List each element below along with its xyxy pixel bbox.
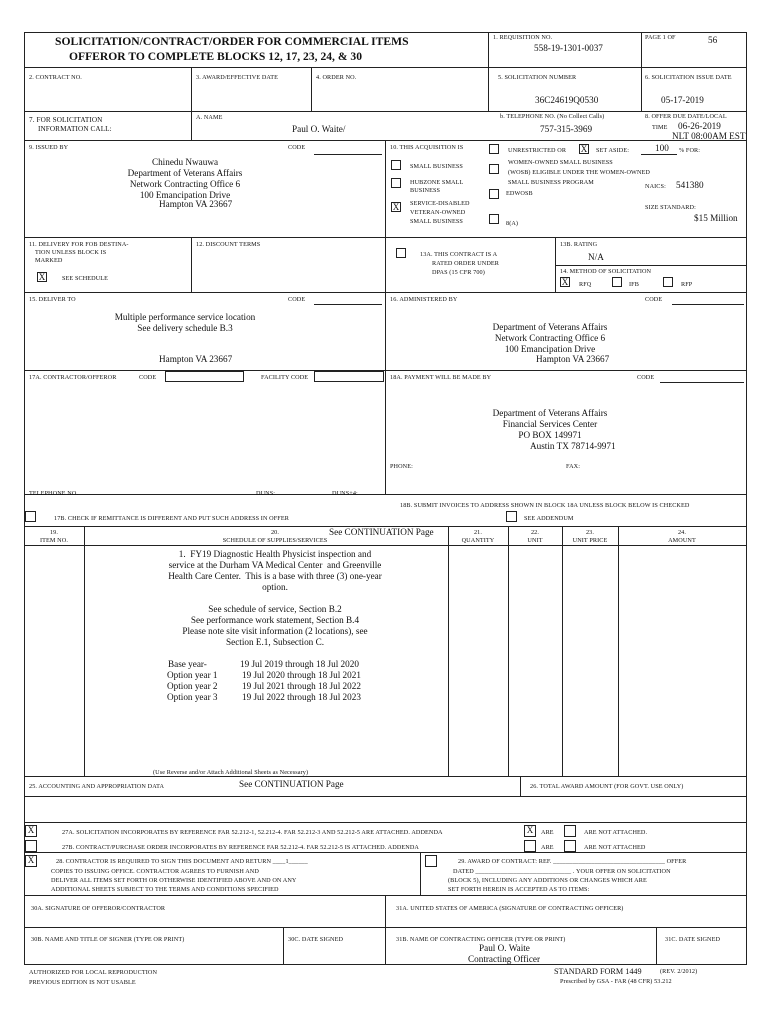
period-name: Option year 2 xyxy=(167,681,218,691)
signature-officer-label: 31A. UNITED STATES OF AMERICA (SIGNATURE OF CONTRACTING OFFICER) xyxy=(396,905,624,912)
sdvosb-label: SERVICE-DISABLED xyxy=(410,200,470,207)
naics-value[interactable]: 541380 xyxy=(676,180,704,190)
continuation-link[interactable]: See CONTINUATION Page xyxy=(329,527,434,537)
delivery-fob-label-2: TION UNLESS BLOCK IS xyxy=(35,249,107,256)
clause-29-text-3: (BLOCK 5), INCLUDING ANY ADDITIONS OR CHANGES WHICH ARE xyxy=(448,877,647,884)
size-standard-value[interactable]: $15 Million xyxy=(694,213,738,223)
quantity-header xyxy=(448,529,508,544)
deliver-city: Hampton VA 23667 xyxy=(159,354,233,364)
see-schedule-label: SEE SCHEDULE xyxy=(62,275,109,282)
clause-28-checkbox[interactable]: X xyxy=(25,855,37,867)
payment-city: Austin TX 78714-9971 xyxy=(530,441,616,451)
wosb-label-3: SMALL BUSINESS PROGRAM xyxy=(508,179,594,186)
signer-date-label: 30C. DATE SIGNED xyxy=(288,936,344,943)
unit-price-header-text: UNIT PRICE xyxy=(572,536,608,544)
see-schedule-checkbox[interactable]: X xyxy=(38,272,46,282)
requisition-value[interactable]: 558-19-1301-0037 xyxy=(534,43,603,53)
form-subtitle: OFFEROR TO COMPLETE BLOCKS 12, 17, 23, 24, & 30 xyxy=(69,50,362,63)
discount-terms-label: 12. DISCOUNT TERMS xyxy=(196,241,261,248)
order-no-label: 4. ORDER NO. xyxy=(316,74,357,81)
deliver-to-label: 15. DELIVER TO xyxy=(29,296,76,303)
addenda-are-checkbox[interactable]: X xyxy=(524,825,536,837)
amount-header-text: AMOUNT xyxy=(668,536,696,544)
clause-28-text-2: COPIES TO ISSUING OFFICE. CONTRACTOR AGREES TO FURNISH AND xyxy=(51,868,259,875)
deliver-to-address xyxy=(60,312,310,334)
small-business-checkbox[interactable] xyxy=(391,160,401,170)
acquisition-label: 10. THIS ACQUISITION IS xyxy=(390,144,464,151)
period-range: 19 Jul 2020 through 18 Jul 2021 xyxy=(242,670,361,680)
duns-label: DUNS: xyxy=(256,490,276,497)
addenda-b-not-attached-checkbox[interactable] xyxy=(564,840,576,852)
rating-label: 13B. RATING xyxy=(560,241,598,248)
percent-for-label: % FOR: xyxy=(679,147,701,154)
eight-a-checkbox[interactable] xyxy=(489,214,499,224)
deliver-code-label: CODE xyxy=(288,296,306,303)
issuer-line: Network Contracting Office 6 xyxy=(129,179,241,189)
clause-27b-checkbox[interactable] xyxy=(25,840,37,852)
info-call-label: 7. FOR SOLICITATION xyxy=(29,116,103,124)
item-description-1: 1. FY19 Diagnostic Health Physicist inspection and service at the Durham VA Medical Center and Greenville Health Care Center. This is a base with three (3) one-year option. xyxy=(168,549,382,592)
deliver-code-field[interactable] xyxy=(314,304,382,305)
admin-line: Network Contracting Office 6 xyxy=(494,333,606,343)
officer-title: Contracting Officer xyxy=(468,954,541,964)
page-total: 56 xyxy=(708,35,718,45)
facility-code-field[interactable] xyxy=(314,371,384,382)
delivery-fob-label: 11. DELIVERY FOR FOB DESTINA- xyxy=(29,241,129,248)
admin-line: Department of Veterans Affairs xyxy=(492,322,608,332)
clause-27a-text: 27A. SOLICITATION INCORPORATES BY REFERENCE FAR 52.212-1, 52.212-4. FAR 52.212-3 AND 52.212-5 ARE ATTACHED. ADDENDA xyxy=(62,829,443,836)
offer-due-time[interactable]: NLT 08:00AM EST xyxy=(672,131,746,141)
reverse-note: (Use Reverse and/or Attach Additional Sheets as Necessary) xyxy=(153,769,309,776)
period-range: 19 Jul 2021 through 18 Jul 2022 xyxy=(242,681,361,691)
offer-due-time-label: TIME xyxy=(652,124,668,131)
telephone-no-label: TELEPHONE NO. xyxy=(29,490,79,497)
unit-header-num: 22. xyxy=(530,529,540,536)
signature-offeror-label: 30A. SIGNATURE OF OFFEROR/CONTRACTOR xyxy=(31,905,166,912)
sdvosb-label-3: SMALL BUSINESS xyxy=(410,218,463,225)
info-call-label-2: INFORMATION CALL: xyxy=(38,125,112,133)
total-award-label: 26. TOTAL AWARD AMOUNT (FOR GOVT. USE ONLY) xyxy=(530,783,684,790)
officer-name: Paul O. Waite xyxy=(479,943,530,953)
form-title: SOLICITATION/CONTRACT/ORDER FOR COMMERCIAL ITEMS xyxy=(55,35,409,48)
rated-order-label-3: DPAS (15 CFR 700) xyxy=(432,269,485,276)
clause-29-text-4: SET FORTH HEREIN IS ACCEPTED AS TO ITEMS: xyxy=(448,886,590,893)
ifb-label: IFB xyxy=(629,281,639,288)
quantity-header-text: QUANTITY xyxy=(461,536,495,544)
remittance-label: 17B. CHECK IF REMITTANCE IS DIFFERENT AND PUT SUCH ADDRESS IN OFFER xyxy=(54,515,289,522)
unit-header xyxy=(508,529,562,544)
schedule-header xyxy=(200,529,350,544)
clause-27b-text: 27B. CONTRACT/PURCHASE ORDER INCORPORATES BY REFERENCE FAR 52.212-4. FAR 52.212-5 IS ATTACHED. ADDENDA xyxy=(62,844,419,851)
contractor-code-field[interactable] xyxy=(165,371,244,382)
issuer-line: Department of Veterans Affairs xyxy=(127,168,243,178)
sdvosb-checkbox[interactable]: X xyxy=(392,202,400,212)
period-name: Base year- xyxy=(168,659,207,669)
small-business-label: SMALL BUSINESS xyxy=(410,163,463,170)
remittance-checkbox[interactable] xyxy=(25,511,36,522)
unrestricted-label: UNRESTRICTED OR xyxy=(508,147,567,154)
solicitation-number[interactable]: 36C24619Q0530 xyxy=(535,95,599,105)
unit-price-header xyxy=(562,529,618,544)
contractor-label: 17A. CONTRACTOR/OFFEROR xyxy=(29,374,117,381)
offer-due-date[interactable]: 06-26-2019 xyxy=(678,121,721,131)
set-aside-checkbox[interactable]: X xyxy=(580,144,588,154)
issued-by-address xyxy=(60,157,310,201)
amount-header-num: 24. xyxy=(677,529,687,536)
item-no-header xyxy=(24,529,84,544)
rfq-checkbox[interactable]: X xyxy=(561,277,569,287)
edwosb-checkbox[interactable] xyxy=(489,189,499,199)
item-description-2: See schedule of service, Section B.2 See performance work statement, Section B.4 Please note site visit information (2 locations), see Section E.1, Subsection C. xyxy=(182,604,368,647)
telephone-value[interactable]: 757-315-3969 xyxy=(540,124,593,134)
contact-name[interactable]: Paul O. Waite/ xyxy=(292,124,346,134)
rated-order-label-2: RATED ORDER UNDER xyxy=(432,260,500,267)
payment-address xyxy=(440,408,660,441)
rated-order-label: 13A. THIS CONTRACT IS A xyxy=(420,251,498,258)
issuer-city: Hampton VA 23667 xyxy=(159,199,233,209)
eight-a-label: 8(A) xyxy=(506,220,519,227)
award-date-label: 3. AWARD/EFFECTIVE DATE xyxy=(196,74,279,81)
set-aside-percent-line xyxy=(641,154,677,155)
fax-label: FAX: xyxy=(566,463,581,470)
period-name: Option year 3 xyxy=(167,692,218,702)
set-aside-label: SET ASIDE: xyxy=(596,147,630,154)
issued-code-label: CODE xyxy=(288,144,306,151)
clause-27a-checkbox[interactable]: X xyxy=(25,825,37,837)
admin-line: 100 Emancipation Drive xyxy=(504,344,596,354)
facility-code-label: FACILITY CODE xyxy=(261,374,309,381)
naics-label: NAICS: xyxy=(645,183,666,190)
issued-by-label: 9. ISSUED BY xyxy=(29,144,69,151)
footer-revision: (REV. 2/2012) xyxy=(660,968,698,975)
signer-name-label: 30B. NAME AND TITLE OF SIGNER (TYPE OR PRINT) xyxy=(31,936,185,943)
contractor-code-label: CODE xyxy=(139,374,157,381)
schedule-header-text: SCHEDULE OF SUPPLIES/SERVICES xyxy=(222,536,328,544)
clause-29-text: 29. AWARD OF CONTRACT: REF. ___________________________________ OFFER xyxy=(458,858,687,865)
phone-label: PHONE: xyxy=(390,463,413,470)
wosb-label: WOMEN-OWNED SMALL BUSINESS xyxy=(508,159,613,166)
period-range: 19 Jul 2022 through 18 Jul 2023 xyxy=(242,692,361,702)
signature-officer-field[interactable] xyxy=(388,914,744,926)
rated-order-checkbox[interactable] xyxy=(396,248,406,258)
solicitation-number-label: 5. SOLICITATION NUMBER xyxy=(498,74,577,81)
hubzone-label-2: BUSINESS xyxy=(410,187,441,194)
duns4-label: DUNS+4: xyxy=(332,490,358,497)
accounting-label: 25. ACCOUNTING AND APPROPRIATION DATA xyxy=(29,783,165,790)
contact-name-label: A. NAME xyxy=(196,114,223,121)
addenda-b-are-label: ARE xyxy=(541,844,554,851)
period-name: Option year 1 xyxy=(167,670,218,680)
issue-date[interactable]: 05-17-2019 xyxy=(661,95,704,105)
admin-code-field[interactable] xyxy=(672,304,744,305)
admin-city: Hampton VA 23667 xyxy=(536,354,610,364)
clause-28-text: 28. CONTRACTOR IS REQUIRED TO SIGN THIS DOCUMENT AND RETURN ____1______ xyxy=(56,858,308,865)
addenda-b-not-attached-label: ARE NOT ATTACHED xyxy=(584,844,646,851)
clause-28-text-3: DELIVER ALL ITEMS SET FORTH OR OTHERWISE IDENTIFIED ABOVE AND ON ANY xyxy=(51,877,297,884)
issue-date-label: 6. SOLICITATION ISSUE DATE xyxy=(645,74,732,81)
hubzone-checkbox[interactable] xyxy=(391,178,401,188)
submit-invoices-label: 18B. SUBMIT INVOICES TO ADDRESS SHOWN IN BLOCK 18A UNLESS BLOCK BELOW IS CHECKED xyxy=(400,502,690,509)
footer-form-name: STANDARD FORM 1449 xyxy=(554,967,642,976)
schedule-header-num: 20. xyxy=(270,529,280,536)
clause-29-checkbox[interactable] xyxy=(425,855,437,867)
officer-date-label: 31C. DATE SIGNED xyxy=(665,936,721,943)
payment-line: Financial Services Center xyxy=(502,419,598,429)
offer-due-label: 8. OFFER DUE DATE/LOCAL xyxy=(645,113,727,120)
unit-price-header-num: 23. xyxy=(585,529,595,536)
quantity-header-num: 21. xyxy=(473,529,483,536)
footer-authorized: AUTHORIZED FOR LOCAL REPRODUCTION xyxy=(29,969,158,976)
payment-line: Department of Veterans Affairs xyxy=(492,408,608,418)
requisition-label: 1. REQUISITION NO. xyxy=(493,34,553,41)
signature-offeror-field[interactable] xyxy=(26,914,382,926)
ifb-checkbox[interactable] xyxy=(612,277,622,287)
wosb-checkbox[interactable] xyxy=(489,164,499,174)
rfp-checkbox[interactable] xyxy=(663,277,673,287)
page-label: PAGE 1 OF xyxy=(645,34,676,41)
addenda-b-are-checkbox[interactable] xyxy=(524,840,536,852)
admin-code-label: CODE xyxy=(645,296,663,303)
item-no-header-text: ITEM NO. xyxy=(40,536,68,544)
item-no-header-num: 19. xyxy=(49,529,59,536)
administered-by-label: 16. ADMINISTERED BY xyxy=(390,296,458,303)
sdvosb-label-2: VETERAN-OWNED xyxy=(410,209,466,216)
issuer-line: Chinedu Nwauwa xyxy=(151,157,219,167)
addenda-are-label: ARE xyxy=(541,829,554,836)
set-aside-percent[interactable]: 100 xyxy=(655,143,669,153)
amount-header xyxy=(618,529,746,544)
rfp-label: RFP xyxy=(681,281,693,288)
payment-line: PO BOX 149971 xyxy=(518,430,582,440)
payment-code-label: CODE xyxy=(637,374,655,381)
size-standard-label: SIZE STANDARD: xyxy=(645,204,696,211)
issuer-line: 100 Emancipation Drive xyxy=(139,190,231,200)
see-addendum-label: SEE ADDENDUM xyxy=(524,515,574,522)
unrestricted-checkbox[interactable] xyxy=(489,144,499,154)
telephone-label: b. TELEPHONE NO. (No Collect Calls) xyxy=(500,113,605,120)
see-addendum-checkbox[interactable] xyxy=(506,511,517,522)
payment-label: 18A. PAYMENT WILL BE MADE BY xyxy=(390,374,492,381)
addenda-not-attached-checkbox[interactable] xyxy=(564,825,576,837)
hubzone-label: HUBZONE SMALL xyxy=(410,179,464,186)
contract-no-label: 2. CONTRACT NO. xyxy=(29,74,82,81)
footer-prescribed: Prescribed by GSA - FAR (48 CFR) 53.212 xyxy=(560,978,672,985)
delivery-fob-label-3: MARKED xyxy=(35,257,63,264)
rfq-label: RFQ xyxy=(579,281,592,288)
clause-28-text-4: ADDITIONAL SHEETS SUBJECT TO THE TERMS AND CONDITIONS SPECIFIED xyxy=(51,886,279,893)
issued-code-field[interactable] xyxy=(314,154,382,155)
period-range: 19 Jul 2019 through 18 Jul 2020 xyxy=(240,659,359,669)
payment-code-field[interactable] xyxy=(660,382,744,383)
deliver-line: See delivery schedule B.3 xyxy=(137,323,233,333)
clause-29-text-2: DATED ______________________________ . YOUR OFFER ON SOLICITATION xyxy=(453,868,671,875)
rating-value[interactable]: N/A xyxy=(588,252,604,262)
addenda-not-attached-label: ARE NOT ATTACHED. xyxy=(584,829,648,836)
method-of-solicitation-label: 14. METHOD OF SOLICITATION xyxy=(560,268,652,275)
deliver-line: Multiple performance service location xyxy=(114,312,256,322)
officer-name-label: 31B. NAME OF CONTRACTING OFFICER (TYPE OR PRINT) xyxy=(396,936,566,943)
wosb-label-2: (WOSB) ELIGIBLE UNDER THE WOMEN-OWNED xyxy=(508,169,650,176)
accounting-continuation[interactable]: See CONTINUATION Page xyxy=(239,779,344,789)
administered-by-address xyxy=(440,322,660,355)
edwosb-label: EDWOSB xyxy=(506,190,533,197)
footer-previous-edition: PREVIOUS EDITION IS NOT USABLE xyxy=(29,979,136,986)
unit-header-text: UNIT xyxy=(527,536,543,544)
